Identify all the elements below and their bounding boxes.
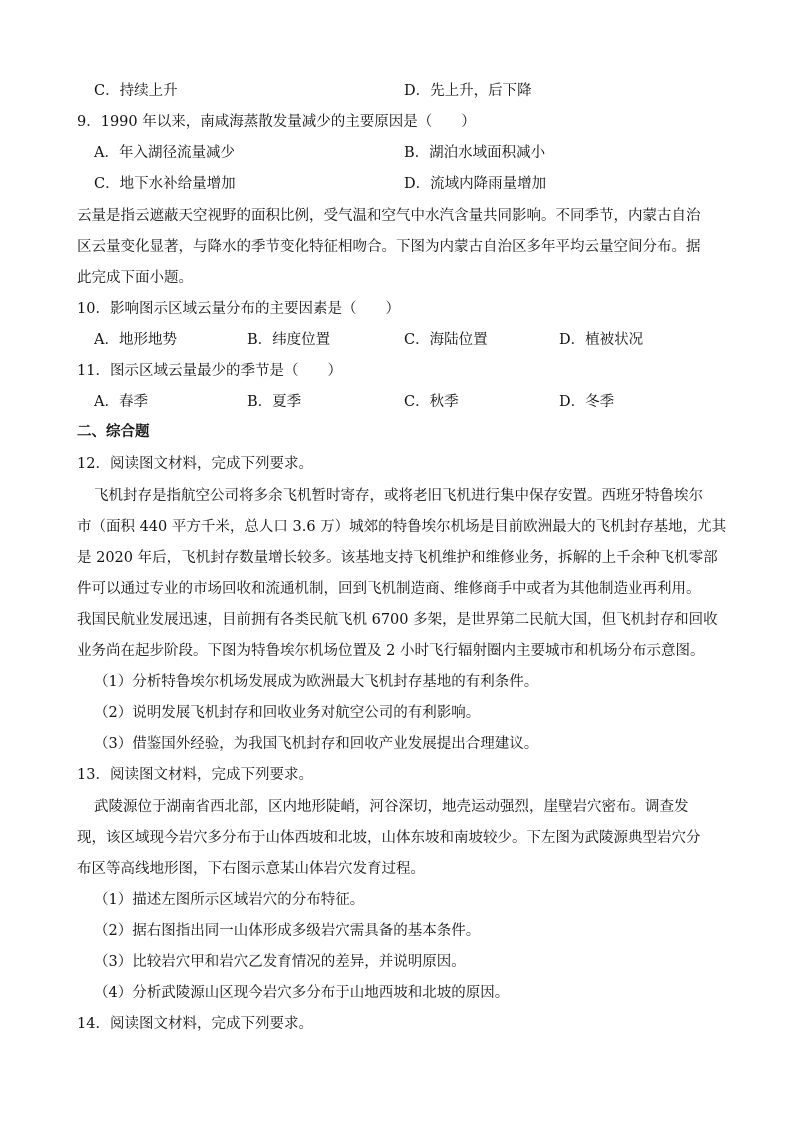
q13-stem: 13．阅读图文材料，完成下列要求。 — [77, 767, 313, 783]
q13-subquestion: （2）据右图指出同一山体形成多级岩穴需具备的基本条件。 — [94, 923, 481, 939]
q10-option-d: D．植被状况 — [559, 332, 644, 348]
q8-option-d: D．先上升，后下降 — [404, 83, 532, 99]
q9-option-b: B．湖泊水域面积减小 — [404, 145, 546, 161]
q12-passage-line: 是 2020 年后，飞机封存数量增长较多。该基地支持飞机维护和维修业务，拆解的上千余种飞机零部 — [77, 550, 718, 566]
q12-subquestion: （2）说明发展飞机封存和回收业务对航空公司的有利影响。 — [94, 705, 481, 721]
q8-option-c: C．持续上升 — [94, 83, 178, 99]
cloud-passage-line: 区云量变化显著，与降水的季节变化特征相吻合。下图为内蒙古自治区多年平均云量空间分布。据 — [77, 239, 701, 255]
q10-option-c: C．海陆位置 — [404, 332, 488, 348]
q13-passage-line: 布区等高线地形图，下右图示意某山体岩穴发育过程。 — [77, 861, 425, 877]
q10-option-b: B．纬度位置 — [247, 332, 331, 348]
q12-subquestion: （1）分析特鲁埃尔机场发展成为欧洲最大飞机封存基地的有利条件。 — [94, 674, 539, 690]
q12-stem: 12．阅读图文材料，完成下列要求。 — [77, 456, 313, 472]
q10-option-a: A．地形地势 — [94, 332, 177, 348]
q13-passage-line: 武陵源位于湖南省西北部，区内地形陡峭，河谷深切，地壳运动强烈，崖壁岩穴密布。调查发 — [94, 799, 689, 815]
q12-passage-line: 飞机封存是指航空公司将多余飞机暂时寄存，或将老旧飞机进行集中保存安置。西班牙特鲁埃尔 — [94, 488, 703, 504]
q12-passage-line: 我国民航业发展迅速，目前拥有各类民航飞机 6700 多架，是世界第二民航大国，但飞机封存和回收 — [77, 612, 718, 628]
q12-passage-line: 业务尚在起步阶段。下图为特鲁埃尔机场位置及 2 小时飞行辐射圈内主要城市和机场分布示意图。 — [77, 643, 705, 659]
q9-stem: 9．1990 年以来，南咸海蒸散发量减少的主要原因是（ ） — [77, 114, 476, 130]
q12-passage-line: 市（面积 440 平方千米，总人口 3.6 万）城郊的特鲁埃尔机场是目前欧洲最大的飞机封存基地，尤其 — [77, 519, 727, 535]
cloud-passage-line: 此完成下面小题。 — [77, 270, 193, 286]
q9-option-a: A．年入湖径流量减少 — [94, 145, 235, 161]
q12-passage-line: 件可以通过专业的市场回收和流通机制，回到飞机制造商、维修商手中或者为其他制造业再利用。 — [77, 581, 701, 597]
q11-option-c: C．秋季 — [404, 394, 459, 410]
q13-passage-line: 现，该区域现今岩穴多分布于山体西坡和北坡，山体东坡和南坡较少。下左图为武陵源典型岩穴分 — [77, 830, 701, 846]
cloud-passage-line: 云量是指云遮蔽天空视野的面积比例，受气温和空气中水汽含量共同影响。不同季节，内蒙古自治 — [77, 208, 701, 224]
q14-stem: 14．阅读图文材料，完成下列要求。 — [77, 1016, 313, 1032]
q11-option-b: B．夏季 — [247, 394, 302, 410]
q13-subquestion: （4）分析武陵源山区现今岩穴多分布于山地西坡和北坡的原因。 — [94, 985, 510, 1001]
section-heading: 二、综合题 — [77, 424, 150, 440]
q13-subquestion: （1）描述左图所示区域岩穴的分布特征。 — [94, 892, 365, 908]
q9-option-c: C．地下水补给量增加 — [94, 176, 236, 192]
q9-option-d: D．流域内降雨量增加 — [404, 176, 547, 192]
q11-option-d: D．冬季 — [559, 394, 615, 410]
q11-option-a: A．春季 — [94, 394, 148, 410]
q12-subquestion: （3）借鉴国外经验，为我国飞机封存和回收产业发展提出合理建议。 — [94, 736, 539, 752]
q10-stem: 10．影响图示区域云量分布的主要因素是（ ） — [77, 301, 400, 317]
q11-stem: 11．图示区域云量最少的季节是（ ） — [77, 363, 342, 379]
q13-subquestion: （3）比较岩穴甲和岩穴乙发育情况的差异，并说明原因。 — [94, 954, 466, 970]
